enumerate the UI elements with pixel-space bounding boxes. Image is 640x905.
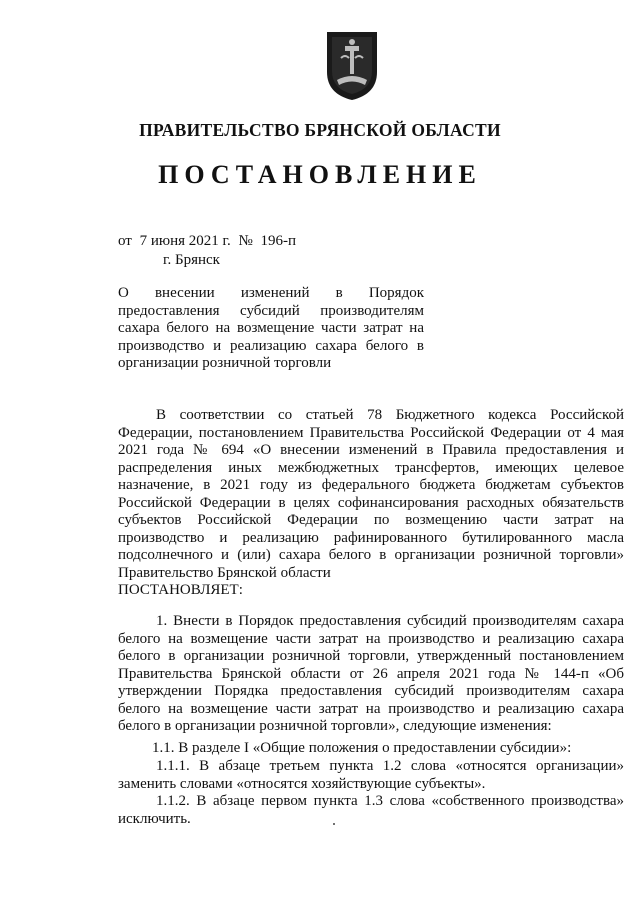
item-1-1-heading: 1.1. В разделе I «Общие положения о предоставлении субсидии»: <box>152 740 572 756</box>
document-subject: О внесении изменений в Порядок предоставления субсидий производителям сахара белого на возмещение части затрат на производство и реализацию сахара белого в организации розничной торговли <box>118 285 424 371</box>
item-1-1-1-text: 1.1.1. В абзаце третьем пункта 1.2 слова «относятся организации» заменить словами «относятся хозяйствующие субъекты». <box>118 758 624 792</box>
document-number: 196-п <box>260 233 297 249</box>
government-title: ПРАВИТЕЛЬСТВО БРЯНСКОЙ ОБЛАСТИ <box>139 120 501 140</box>
decree-word: ПОСТАНОВЛЯЕТ: <box>118 582 243 598</box>
date-prefix: от <box>118 233 132 249</box>
bryansk-coat-of-arms-icon <box>323 28 381 102</box>
date-number-line <box>118 233 300 250</box>
item-1-paragraph <box>118 613 624 736</box>
item-1-1-2-text: 1.1.2. В абзаце первом пункта 1.3 слова «собственного производства» исключить. <box>118 793 624 827</box>
city-name: г. Брянск <box>163 252 220 268</box>
preamble-text: В соответствии со статьей 78 Бюджетного кодекса Российской Федерации, постановлением Правительства Российской Федерации от 4 мая 2021 года № 694 «О внесении изменений в Правила предоставления и распределения иных межбюджетных трансфертов, имеющих целевое назначение, в 2021 году из федерального бюджета бюджетам субъектов Российской Федерации в целях софинансирования расходных обязательств субъектов Российской Федерации по возмещению части затрат на производство и реализацию рафинированного бутилированного масла подсолнечного и (или) сахара белого в организации розничной торговли» Правительство Брянской области <box>118 407 624 581</box>
number-sign: № <box>238 233 253 249</box>
preamble-paragraph <box>118 407 624 582</box>
document-date: 7 июня 2021 г. <box>139 233 231 249</box>
item-1-1-1-paragraph <box>118 758 624 793</box>
item-1-text: 1. Внести в Порядок предоставления субсидий производителям сахара белого на возмещение части затрат на производство и реализацию сахара белого в организации розничной торговли, утвержденный постановлением Правительства Брянской области от 26 апреля 2021 года № 144-п «Об утверждении Порядка предоставления субсидий производителям сахара белого на возмещение части затрат на производство и реализацию сахара белого в организации розничной торговли», следующие изменения: <box>118 613 624 734</box>
item-1-1-2-paragraph <box>118 793 624 828</box>
scan-speck <box>333 823 335 825</box>
document-type-title: ПОСТАНОВЛЕНИЕ <box>158 160 482 189</box>
